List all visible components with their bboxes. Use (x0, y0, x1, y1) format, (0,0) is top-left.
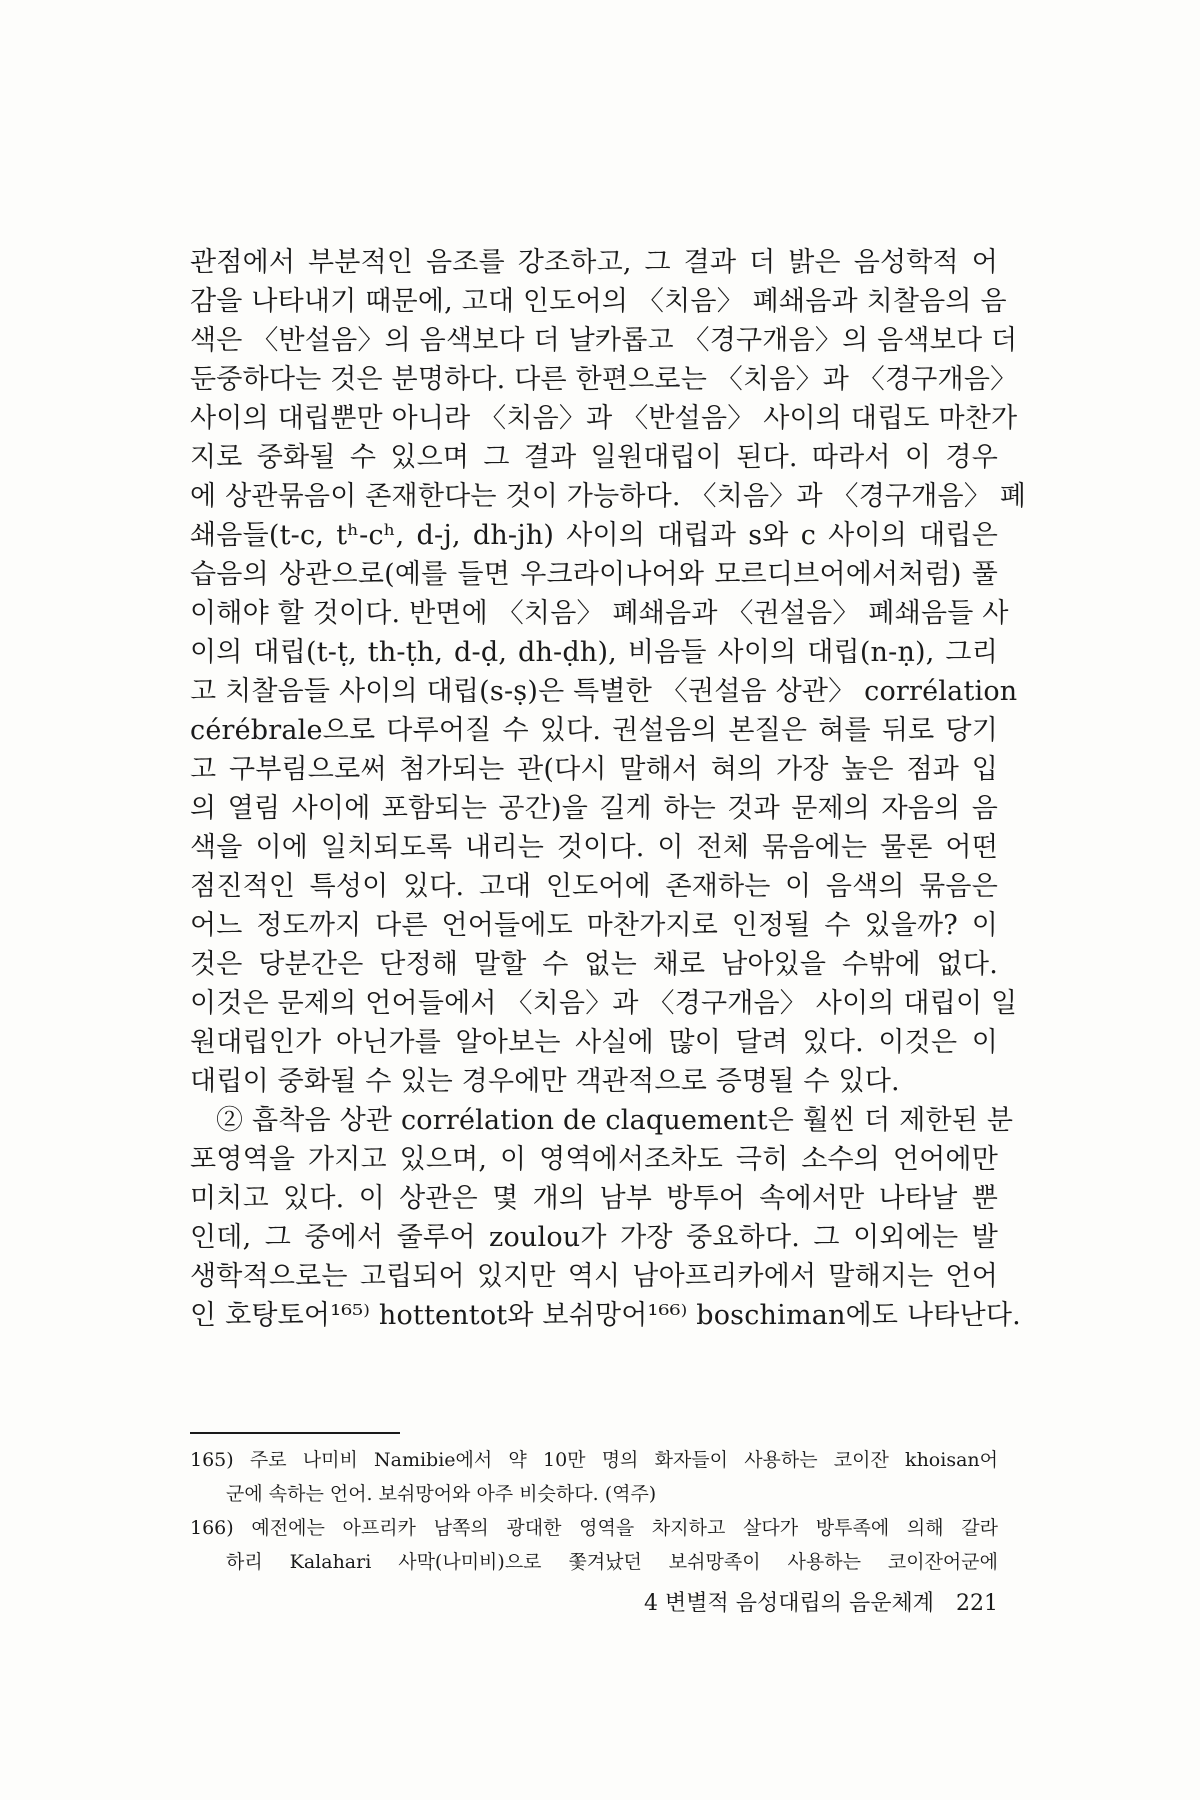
text-line: 대립이 중화될 수 있는 경우에만 객관적으로 증명될 수 있다. (190, 1066, 900, 1097)
footnote-166: 166) 예전에는 아프리카 남쪽의 광대한 영역을 차지하고 살다가 방투족에 의해 갈라 (190, 1517, 998, 1539)
text-line: 색을 이에 일치되도록 내리는 것이다. 이 전체 묶음에는 물론 어떤 (190, 832, 998, 863)
footnote-divider (190, 1432, 400, 1434)
text-line: 미치고 있다. 이 상관은 몇 개의 남부 방투어 속에서만 나타날 뿐 (190, 1183, 998, 1214)
text-line: cérébrale으로 다루어질 수 있다. 권설음의 본질은 혀를 뒤로 당기 (190, 715, 998, 746)
text-line: 것은 당분간은 단정해 말할 수 없는 채로 남아있을 수밖에 없다. (190, 949, 998, 980)
text-line: 색은 〈반설음〉의 음색보다 더 날카롭고 〈경구개음〉의 음색보다 더 (190, 325, 1018, 356)
text-line: 이해야 할 것이다. 반면에 〈치음〉 폐쇄음과 〈권설음〉 폐쇄음들 사 (190, 598, 1009, 629)
text-line: 어느 정도까지 다른 언어들에도 마찬가지로 인정될 수 있을까? 이 (190, 910, 998, 941)
running-footer (600, 1586, 998, 1617)
footnotes (190, 1443, 998, 1579)
page-number: 221 (956, 1591, 998, 1616)
text-line: 사이의 대립뿐만 아니라 〈치음〉과 〈반설음〉 사이의 대립도 마찬가 (190, 403, 1018, 434)
text-line: 점진적인 특성이 있다. 고대 인도어에 존재하는 이 음색의 묶음은 (190, 871, 998, 902)
footnote-165: 165) 주로 나미비 Namibie에서 약 10만 명의 화자들이 사용하는 코이잔 khoisan어 (190, 1449, 998, 1471)
text-line: 감을 나타내기 때문에, 고대 인도어의 〈치음〉 폐쇄음과 치찰음의 음 (190, 286, 1007, 317)
text-line: 생학적으로는 고립되어 있지만 역시 남아프리카에서 말해지는 언어 (190, 1261, 998, 1292)
text-line: 고 치찰음들 사이의 대립(s-ṣ)은 특별한 〈권설음 상관〉 corrélation (190, 676, 1018, 707)
footnote-165-continued: 군에 속하는 언어. 보쉬망어와 아주 비슷하다. (역주) (226, 1483, 657, 1505)
text-line: 이의 대립(t-ṭ, th-ṭh, d-ḍ, dh-ḍh), 비음들 사이의 대립(n-ṇ), 그리 (190, 637, 998, 668)
text-line: 고 구부림으로써 첨가되는 관(다시 말해서 혀의 가장 높은 점과 입 (190, 754, 998, 785)
text-line: 둔중하다는 것은 분명하다. 다른 한편으로는 〈치음〉과 〈경구개음〉 (190, 364, 1018, 395)
text-line: 지로 중화될 수 있으며 그 결과 일원대립이 된다. 따라서 이 경우 (190, 442, 998, 473)
text-line: 쇄음들(t-c, tʰ-cʰ, d-j, dh-jh) 사이의 대립과 s와 c 사이의 대립은 (190, 520, 998, 551)
text-line: 의 열림 사이에 포함되는 공간)을 길게 하는 것과 문제의 자음의 음 (190, 793, 998, 824)
text-line: 인데, 그 중에서 줄루어 zoulou가 가장 중요하다. 그 이외에는 발 (190, 1222, 998, 1253)
text-line: 습음의 상관으로(예를 들면 우크라이나어와 모르디브어에서처럼) 풀 (190, 559, 998, 590)
text-line: 인 호탕토어¹⁶⁵⁾ hottentot와 보쉬망어¹⁶⁶⁾ boschiman에도 나타난다. (190, 1300, 1021, 1331)
text-line: 관점에서 부분적인 음조를 강조하고, 그 결과 더 밝은 음성학적 어 (190, 247, 998, 278)
text-line: 포영역을 가지고 있으며, 이 영역에서조차도 극히 소수의 언어에만 (190, 1144, 998, 1175)
text-line: 이것은 문제의 언어들에서 〈치음〉과 〈경구개음〉 사이의 대립이 일 (190, 988, 1018, 1019)
paragraph-start-line: ② 흡착음 상관 corrélation de claquement은 훨씬 더 제한된 분 (216, 1105, 1014, 1136)
text-line: 원대립인가 아닌가를 알아보는 사실에 많이 달려 있다. 이것은 이 (190, 1027, 998, 1058)
text-line: 에 상관묶음이 존재한다는 것이 가능하다. 〈치음〉과 〈경구개음〉 폐 (190, 481, 1027, 512)
footnote-166-continued: 하리 Kalahari 사막(나미비)으로 쫓겨났던 보쉬망족이 사용하는 코이잔어군에 (226, 1551, 998, 1573)
chapter-title: 4 변별적 음성대립의 음운체계 (643, 1591, 934, 1616)
body-text (190, 243, 1027, 1335)
